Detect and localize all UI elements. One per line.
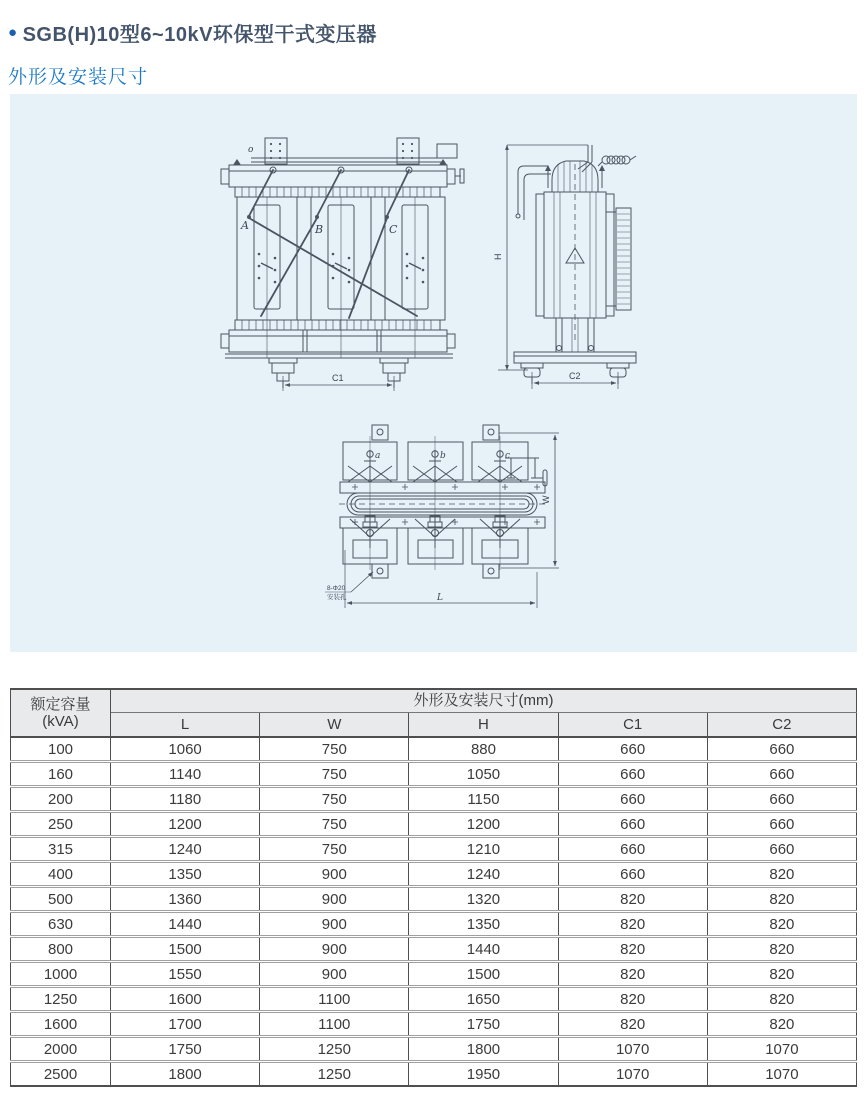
top-view-label-b: b: [440, 451, 446, 461]
table-row: [11, 937, 857, 962]
cell-dimension: 1440: [409, 937, 558, 962]
cell-dimension: 750: [260, 812, 409, 837]
bullet-icon: ●: [8, 24, 18, 41]
front-view-vent-mark: o: [248, 145, 254, 155]
front-view-label-c: C: [389, 223, 398, 236]
cell-dimension: 1550: [111, 962, 260, 987]
cell-dimension: 660: [707, 737, 856, 762]
cell-dimension: 1070: [707, 1062, 856, 1087]
table-row: [11, 762, 857, 787]
cell-dimension: 1200: [409, 812, 558, 837]
table-row: [11, 862, 857, 887]
table-row: [11, 1012, 857, 1037]
cell-dimension: 750: [260, 762, 409, 787]
cell-dimension: 1210: [409, 837, 558, 862]
cell-dimension: 900: [260, 937, 409, 962]
cell-dimension: 900: [260, 912, 409, 937]
page-header: [8, 18, 858, 89]
cell-dimension: 820: [707, 912, 856, 937]
table-row: [11, 1062, 857, 1087]
cell-dimension: 660: [707, 787, 856, 812]
cell-capacity: 200: [11, 787, 111, 812]
cell-dimension: 1500: [409, 962, 558, 987]
dim-c1-label: C1: [332, 373, 344, 383]
table-row: [11, 887, 857, 912]
cell-dimension: 1070: [558, 1037, 707, 1062]
cell-dimension: 660: [558, 762, 707, 787]
page-title-row: [8, 18, 858, 47]
cell-dimension: 1150: [409, 787, 558, 812]
section-title: 外形及安装尺寸: [8, 67, 149, 88]
cell-dimension: 900: [260, 887, 409, 912]
table-row: [11, 787, 857, 812]
cell-dimension: 900: [260, 962, 409, 987]
cell-dimension: 1180: [111, 787, 260, 812]
cell-dimension: 820: [558, 962, 707, 987]
drawing-panel: [10, 94, 857, 652]
cell-dimension: 820: [558, 887, 707, 912]
cell-dimension: 820: [558, 912, 707, 937]
capacity-header: [11, 689, 111, 737]
cell-dimension: 1750: [111, 1037, 260, 1062]
table-row: [11, 987, 857, 1012]
table-row: [11, 962, 857, 987]
front-view-drawing: [215, 136, 467, 408]
col-header-c2: C2: [707, 713, 856, 738]
lv-terminals: [350, 516, 520, 548]
cell-dimension: 1950: [409, 1062, 558, 1087]
cell-dimension: 1350: [111, 862, 260, 887]
cell-dimension: 660: [558, 862, 707, 887]
mounting-hole-note-line1: 8-Φ20: [327, 585, 346, 592]
cell-capacity: 100: [11, 737, 111, 762]
cell-capacity: 2500: [11, 1062, 111, 1087]
cell-capacity: 630: [11, 912, 111, 937]
table-row: [11, 812, 857, 837]
cell-capacity: 1600: [11, 1012, 111, 1037]
cell-dimension: 820: [707, 1012, 856, 1037]
dim-h-label: H: [493, 253, 503, 260]
cell-dimension: 900: [260, 862, 409, 887]
cell-dimension: 660: [558, 787, 707, 812]
cell-dimension: 1070: [558, 1062, 707, 1087]
page-title: SGB(H)10型6~10kV环保型干式变压器: [22, 24, 377, 46]
table-row: [11, 1037, 857, 1062]
table-row: [11, 737, 857, 762]
front-view-lines: [221, 138, 464, 391]
cell-dimension: 880: [409, 737, 558, 762]
cell-dimension: 820: [707, 987, 856, 1012]
cell-dimension: 660: [707, 762, 856, 787]
cell-dimension: 820: [707, 962, 856, 987]
cell-dimension: 1060: [111, 737, 260, 762]
top-view-label-a: a: [375, 451, 381, 461]
table-row: [11, 912, 857, 937]
cell-capacity: 1000: [11, 962, 111, 987]
cell-capacity: 160: [11, 762, 111, 787]
top-view-drawing: [315, 420, 570, 620]
cell-dimension: 1440: [111, 912, 260, 937]
cell-dimension: 1100: [260, 1012, 409, 1037]
cell-capacity: 315: [11, 837, 111, 862]
mounting-hole-note-line2: 安装孔: [327, 594, 347, 601]
cell-dimension: 1700: [111, 1012, 260, 1037]
cell-dimension: 660: [707, 837, 856, 862]
cell-dimension: 1750: [409, 1012, 558, 1037]
cell-dimension: 1050: [409, 762, 558, 787]
dim-l-label: L: [437, 593, 443, 603]
cell-dimension: 1200: [111, 812, 260, 837]
cell-dimension: 660: [707, 812, 856, 837]
front-view-label-b: B: [315, 223, 324, 236]
col-header-c1: C1: [558, 713, 707, 738]
cell-dimension: 1350: [409, 912, 558, 937]
cell-capacity: 2000: [11, 1037, 111, 1062]
cell-dimension: 750: [260, 837, 409, 862]
col-header-w: W: [260, 713, 409, 738]
side-view-drawing: [488, 136, 663, 396]
cell-capacity: 800: [11, 937, 111, 962]
cell-dimension: 750: [260, 737, 409, 762]
cell-dimension: 1240: [409, 862, 558, 887]
cell-dimension: 1800: [111, 1062, 260, 1087]
side-view-lines: [498, 145, 636, 389]
cell-capacity: 250: [11, 812, 111, 837]
cell-dimension: 1250: [260, 1062, 409, 1087]
cell-capacity: 1250: [11, 987, 111, 1012]
spec-table: [10, 688, 857, 1087]
cell-dimension: 660: [558, 837, 707, 862]
cell-dimension: 820: [558, 987, 707, 1012]
cell-capacity: 500: [11, 887, 111, 912]
front-view-label-a: A: [241, 219, 249, 232]
cell-dimension: 820: [558, 1012, 707, 1037]
cell-dimension: 1070: [707, 1037, 856, 1062]
cell-dimension: 820: [558, 937, 707, 962]
group-header: 外形及安装尺寸(mm): [111, 689, 857, 713]
dim-w-label: W: [541, 495, 551, 504]
spec-table-wrap: [10, 688, 857, 1087]
cell-dimension: 1320: [409, 887, 558, 912]
cell-dimension: 820: [707, 862, 856, 887]
cell-dimension: 660: [558, 737, 707, 762]
dim-c2-label: C2: [569, 371, 581, 381]
col-header-h: H: [409, 713, 558, 738]
cell-dimension: 1140: [111, 762, 260, 787]
cell-dimension: 750: [260, 787, 409, 812]
spec-table-body: [11, 737, 857, 1086]
capacity-header-line2: (kVA): [42, 713, 79, 730]
col-header-l: L: [111, 713, 260, 738]
cell-capacity: 400: [11, 862, 111, 887]
cell-dimension: 660: [558, 812, 707, 837]
cell-dimension: 1650: [409, 987, 558, 1012]
top-view-label-c: c: [505, 451, 511, 461]
cell-dimension: 820: [707, 937, 856, 962]
cell-dimension: 1240: [111, 837, 260, 862]
capacity-header-line1: 额定容量: [30, 695, 91, 713]
cell-dimension: 1600: [111, 987, 260, 1012]
cell-dimension: 1250: [260, 1037, 409, 1062]
cell-dimension: 1360: [111, 887, 260, 912]
cell-dimension: 1500: [111, 937, 260, 962]
cell-dimension: 820: [707, 887, 856, 912]
cell-dimension: 1800: [409, 1037, 558, 1062]
cell-dimension: 1100: [260, 987, 409, 1012]
table-row: [11, 837, 857, 862]
lug-bolt-dots: [270, 143, 413, 159]
